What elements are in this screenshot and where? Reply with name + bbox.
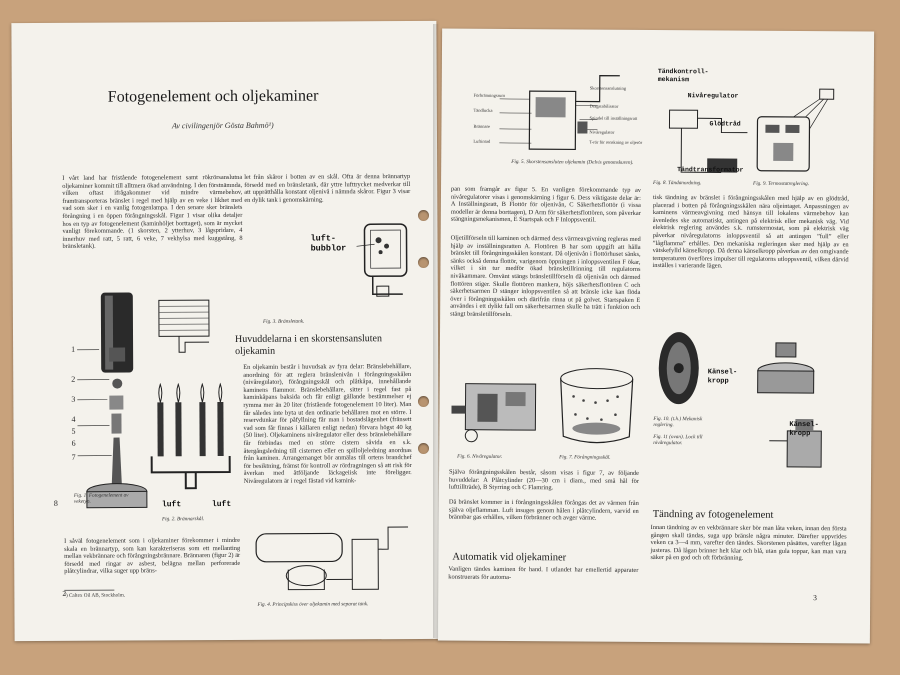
fig5-caption: Fig. 5. Skorstensansluten oljekamin (Delvis genomskuren). <box>511 158 634 166</box>
fig1-num-7: 7 <box>71 452 76 462</box>
fig4-kamin-separate-tank <box>248 519 414 602</box>
punch-hole-3 <box>418 396 429 407</box>
fig8-label-ignition-control: Tändkontroll-mekanism <box>657 68 709 84</box>
punch-hole-4 <box>418 443 429 454</box>
fig3-caption: Fig. 3. Bränsletank. <box>262 318 305 325</box>
fig11-regulator-lid <box>739 331 850 482</box>
punch-hole-1 <box>418 210 429 221</box>
fig6-level-regulator <box>451 364 552 451</box>
fig10-label-sensor-1: Känsel-kropp <box>707 368 738 386</box>
r-col1-bottom: Själva förångningsskålen består, såsom visas i figur 7, av följande huvuddelar: A Plåtcylinder (20—30 cm i diam., med små hål för lufttillträde), B Styrring och C Flamring. <box>448 468 640 492</box>
intro-paragraph: I vårt land har fristående fotogenelement samt rökrörsanslutna oljekaminer kommit till alltmera ökad användning. I den förstnämnda, vilken oftast ifrågakommer vid mindre värmebehov, framtransporteras bränslet i regel med hjälp av en veke i likhet med vad som sker i en vanlig fotogenlampa. I den senare sker bränslets förångning i en öppen förångningsskål. Figur 1 visar olika detaljer hos en typ av fotogenelement (kaminhöljet borttaget), som är mycket vanligt förekommande. (1 skorsten, 2 ytterhuv, 3 lågspridare, 4 innerhuv med ratt, 5 ratt, 6 veke, 7 vekhylsa med kuggstång, 8 bränsletank). <box>62 173 243 251</box>
article-title: Fotogenelement och oljekaminer <box>107 87 319 106</box>
fig5-label-9: T-rör för renskning av oljerör <box>589 139 643 145</box>
fig9-thermostat <box>753 85 844 182</box>
r-col2-tand: Innan tändning av en vekbrännare sker bör man låta veken, innan den första gången skall tändas, suga upp bränsle några minuter. Därefter uppvrides veken ca 3—4 mm, varefter den tändes. Skorstenen påsättes, varefter lågan justeras. Då lågan brinner helt klar och blå, utan gula toppar, kan man vara säker på en god och oft förbränning. <box>650 523 847 562</box>
fig10-mechanical-regulation <box>653 328 704 410</box>
fig8-label-glow-wire: Glödtråd <box>709 120 741 128</box>
fig2-label-air-right: luft <box>211 499 232 510</box>
fig1-caption: Fig. 1. Fotogenelement av veketyp. <box>73 492 129 505</box>
fig2-label-air-left: luft <box>161 500 182 510</box>
left-page <box>11 21 439 641</box>
fig1-num-2: 2 <box>71 374 76 384</box>
fig10-label-sensor-2: Känsel-kropp <box>789 420 819 439</box>
r-col2-top: tisk tändning av bränslet i förångningsskålen med hjälp av en glödtråd, placerad i botten på förångningsskålen nära oljeintaget. Anpassningen av kaminens värmeavgivning med hänsyn till lokalens värmebehov kan åvenledes ske automatiskt, antingen på elektrisk eller mekanisk väg. Vid elektrisk reglering användes s.k. rumstermostat, som på elektrisk väg påverkar nivåregulatorns inloppsventil så att antingen ”full” eller ”lågflamma” erhålles. Den mekaniska regleringen sker med hjälp av en vätskefylld känselkropp. Då denna känselkropp påverkas av den omgivande temperaturen överföres impulser till regulatorns utloppsventil, vilken därvid inställes i varierande lägen. <box>652 193 849 270</box>
page-number-right: 3 <box>813 593 817 603</box>
punch-hole-2 <box>418 257 429 268</box>
heading-main-parts: Huvuddelarna i en skorstensansluten oljekamin <box>235 333 382 357</box>
fig5-label-1: Förbränningsrum <box>473 92 505 98</box>
col2-body-text: En oljekamin består i huvudsak av fyra delar: Bränslebehållare, anordning för att reglera bränslenivån i förångningsskålen (nivåregulator), förångningsskål och plåtkåpa, innehållande kaminens flammor. Bränslebehållare, sitter i regel fast på kaminkåpans baksida och får enligt gällande bestämmelser ej rymma mer än 20 liter (fristående fotogenelement 10 liter). Man får således inte byta ut den ordinarie behållaren mot en större. I reservdunkar för påfyllning får man i bostadslägenhet (fränsett vad som får finnas i källaren enligt nedan) förvara högst 40 kg (50 liter). Oljekaminens nivåregulator eller dess bränslebehållare får förbindas med en större cistern såvida en s.k. återgångsledning till cisternen eller en spillolje​ledning anordnas från kaminen. Arrangemanget bör anmälas till ortens brandchef för besiktning, främst för kontroll av rördragningen så att risk för åverkan med åtföljande läckageiisk inte föreligger. Nivåregulatorn är i regel fästad vid kamink- <box>243 363 412 485</box>
footnote-rule <box>64 590 114 591</box>
byline: Av civilingenjör Gösta Bahmö¹) <box>171 120 274 131</box>
fig7-evaporation-bowl <box>551 364 642 451</box>
fig5-label-8: Nivåregulator <box>589 129 615 135</box>
fig1-num-8: 8 <box>53 498 58 508</box>
fig11-caption: Fig. 11 (ovan). Lock till nivåregulator. <box>653 433 703 447</box>
footnote: ¹) Caltex Oil AB, Stockholm. <box>64 592 126 599</box>
binding-gutter <box>433 24 443 638</box>
fig5-label-7: Spindel till inställningsratt <box>589 115 638 121</box>
page-number-left: 2 <box>62 588 67 598</box>
fig5-label-5: Skorstensanslutning <box>589 85 627 91</box>
fig6-caption: Fig. 6. Nivåregulator. <box>457 453 503 460</box>
fig8-caption: Fig. 8. Tändanordning. <box>653 179 702 187</box>
fig1-num-3: 3 <box>71 394 76 404</box>
fig10-caption: Fig. 10. (t.h.) Mekanisk reglering. <box>653 415 703 429</box>
col2-top-text: let från skåror i botten av en skål. Ofta är denna brännartyp försedd med en bränsletank, där yttre lufttrycket medverkar till att upprätthålla konstant oljenivå i nämnda skåror. Figur 3 visar en dylik tank i genomskärning. <box>244 173 411 204</box>
r-col1-bottom2: Då bränslet kommer in i förångningsskålen förångas det av värmen från själva oljeflamman. Luft insuges genom hålen i plåtcylindern, varvid en brännbar gas erhålles, vilken förbränner och avger värme. <box>448 498 639 522</box>
fig5-label-4: Luftintad <box>473 138 491 144</box>
fig5-label-6: Dragstabilisator <box>589 103 619 109</box>
fig4-caption: Fig. 4. Principskiss över oljekamin med separat tank. <box>257 601 369 608</box>
fig3-fuel-tank <box>312 216 412 307</box>
fig1-num-6: 6 <box>71 438 76 448</box>
fig7-caption: Fig. 7. Förångningsskål. <box>559 454 611 461</box>
heading-automatics: Automatik vid oljekaminer <box>452 551 567 564</box>
fig9-caption: Fig. 9. Termostatreglering. <box>753 180 810 188</box>
fig2-burner-bowl <box>145 292 238 492</box>
fig8-label-level-regulator: Nivåregulator <box>687 92 739 100</box>
fig1-num-1: 1 <box>71 344 76 354</box>
fig3-label-air-bubbles: luft-bubblor <box>310 233 347 254</box>
fig8-label-transformer: Tändtransformator <box>677 166 744 174</box>
r-col1-top: pan som framgår av figur 5. En vanligen förekommande typ av nivåregulatorer visas i genomskärning i figur 6. Dess viktigaste delar är: A Inställningsratt, B Flottör för oljenivån, C Säkerhetsflottör (i vissa modeller är denna borttagen), D Arm för säkerhetsflottören, som påverkar stängningsmekanismen, E Startspak och F Inloppsventil. <box>450 185 642 224</box>
right-page <box>438 28 874 643</box>
fig5-label-3: Brännare <box>473 123 490 129</box>
heading-ignition-kerosene: Tändning av fotogenelement <box>652 508 774 521</box>
fig2-caption: Fig. 2. Brännarskål. <box>161 516 205 523</box>
bottom-col1-text: I såväl fotogenelement som i oljekaminer förekommer i mindre skala en brännartyp, som kan karakteriseras som ett mellanting mellan vekbrännare och förångningsbrännare. Brännaren (figur 2) är försedd med ringar av asbest, belägna mellan perforerade plåtcylindrar, vilka suger upp bräns- <box>64 536 241 576</box>
r-col1-mid: Oljetillförseln till kaminen och därmed dess värmeavgivning regleras med hjälp av inställningsratten A. Flottören B har som uppgift att hålla bränslet till förångningsskålen konstant. Då oljenivån i flottörhuset sänks, sänks också denna flottör, varigenom öppningen i inloppsventilen F ökar, vilket i sin tur medför ökad bränsletillrinning till regulatorns nivåkammare. Omvänt stängs bränsletillförseln då oljenivån och därmed flottören stiger. Skulle flottören mankera, höjs säkerhetsflottören C och säkerhetsarmen D stänger inloppsventilen så att bränsle icke kan flöda över i förångningsskålen och därifrån rinna ut på golvet. Startspaken E användes i ett dylikt fall om säkerhetsarmen skulle ha trätt i funktion och stängt bränsletillförseln. <box>450 234 641 318</box>
fig1-num-4: 4 <box>71 414 76 424</box>
r-col1-auto: Vanligen tändes kaminen för hand. I utlandet har emellertid apparater konstruerats för automa- <box>448 565 639 581</box>
fig5-label-2: Tändlucka <box>473 107 493 113</box>
fig1-num-5: 5 <box>71 426 76 436</box>
